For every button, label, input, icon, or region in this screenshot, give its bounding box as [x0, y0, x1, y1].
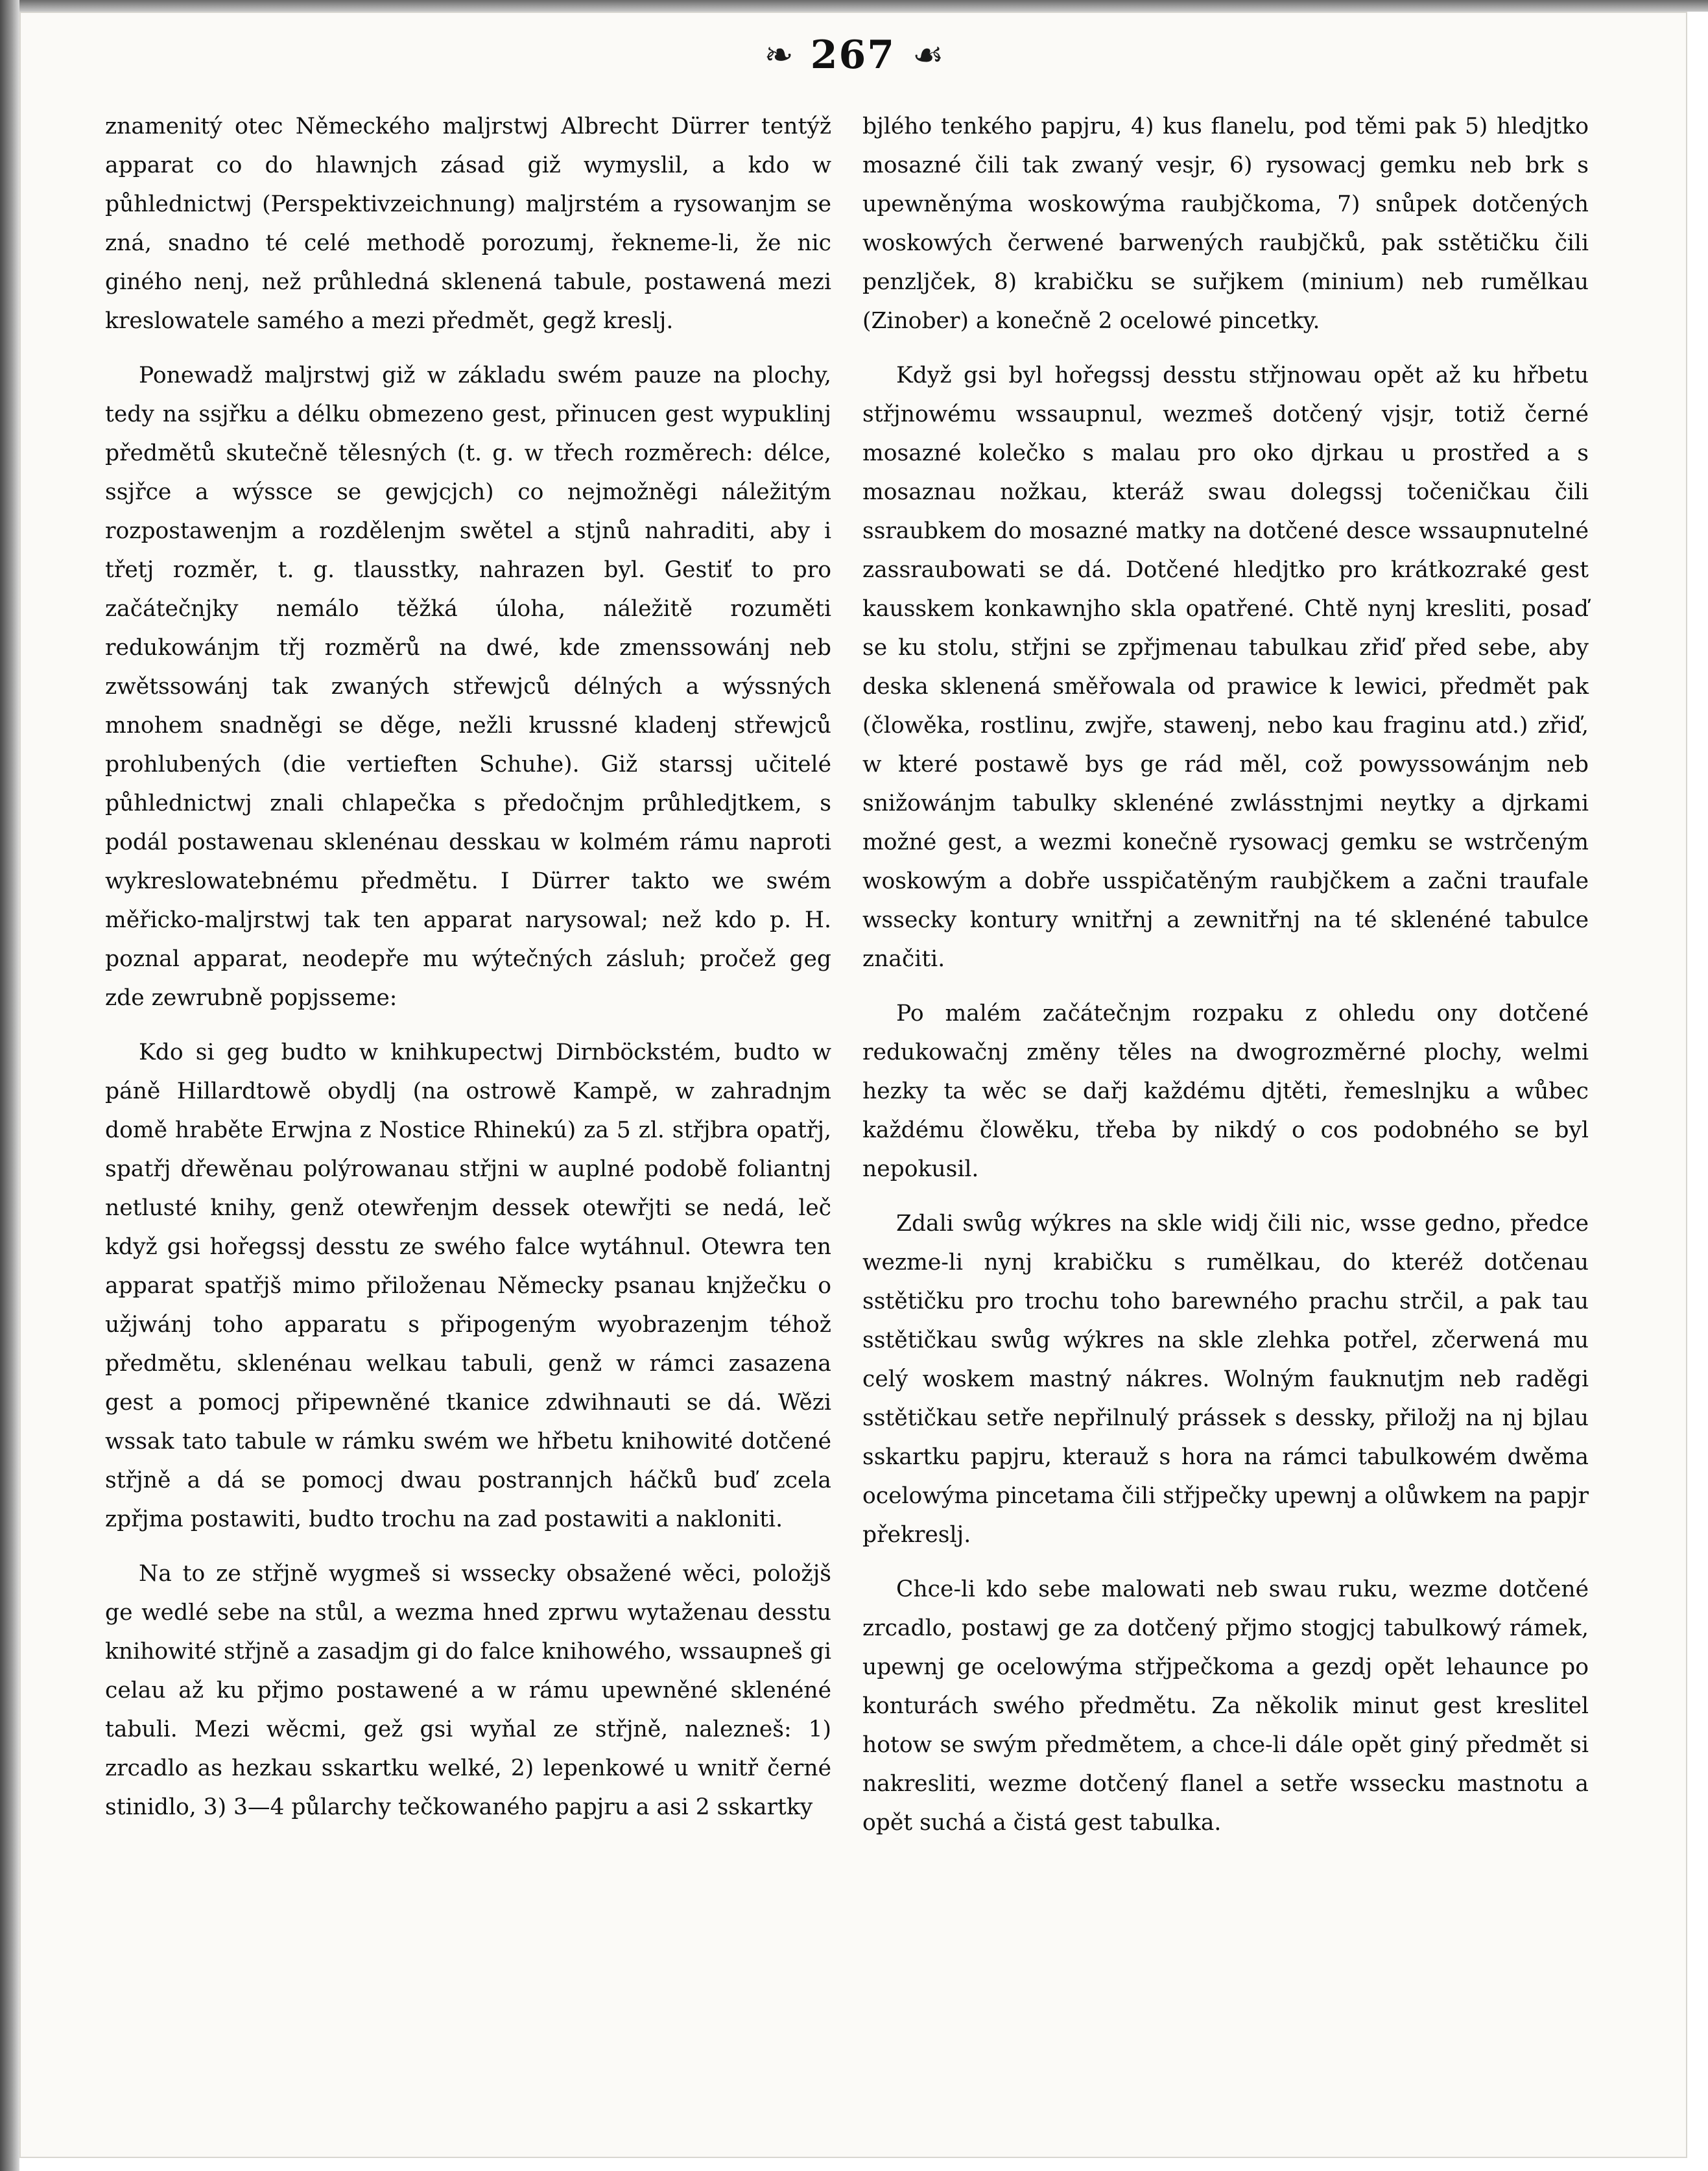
ornament-right-icon: ☙ [912, 34, 944, 75]
scan-edge-top [0, 0, 1708, 12]
right-paragraph-2: Když gsi byl hořegssj desstu střjnowau opět až ku hřbetu střjnowému wssaupnul, wezmeš dotčený vjsjr, totiž černé mosazné kolečko s malau pro oko djrkau u prostřed a s mosaznau nožkau, kteráž swau dolegssj točeničkau čili ssraubkem do mosazné matky na dotčené desce wssaupnutelné zassraubowati se dá. Dotčené hledjtko pro krátkozraké gest kausskem konkawnjho skla opatřené. Chtě nynj kresliti, posaď se ku stolu, střjni se zpřjmenau tabulkau zřiď před sebe, aby deska sklenená směřowala od prawice k lewici, předmět pak (člowěka, rostlinu, zwjře, stawenj, nebo kau fraginu atd.) zřiď, w které postawě bys ge rád měl, což powyssowánjm neb snižowánjm tabulky sklenéné zwlásstnjmi neytky a djrkami možné gest, a wezmi konečně rysowacj gemku se wstrčeným woskowým a dobře usspičatěným raubjčkem a začni traufale wssecky kontury wnitřnj a zewnitřnj na té sklenéné tabulce značiti. [862, 362, 1589, 972]
left-paragraph-2: Ponewadž maljrstwj giž w základu swém pauze na plochy, tedy na ssjřku a délku obmezeno gest, přinucen gest wypuklinj předmětů skutečně tělesných (t. g. w třech rozměrech: délce, ssjřce a wýssce se gewjcjch) co nejmožněgi náležitým rozpostawenjm a rozdělenjm swětel a stjnů nahraditi, aby i třetj rozměr, t. g. tlausstky, nahrazen byl. Gestiť to pro začátečnjky nemálo těžká úloha, náležitě rozuměti redukowánjm třj rozměrů na dwé, kde zmenssowánj neb zwětssowánj tak zwaných střewjců délných a wýssných mnohem snadněgi se děge, nežli krussné kladenj střewjců prohlubených (die vertieften Schuhe). Giž starssj učitelé půhlednictwj znali chlapečka s předočnjm průhledjtkem, s podál postawenau sklenénau desskau w kolmém rámu naproti wykreslowatebnému předmětu. I Dürrer takto we swém měřicko-maljrstwj tak ten apparat narysowal; než kdo p. H. poznal apparat, neodepře mu wýtečných zásluh; pročež geg zde zewrubně popjsseme: [105, 362, 831, 1011]
ornament-left-icon: ❧ [764, 34, 794, 75]
left-paragraph-4: Na to ze střjně wygmeš si wssecky obsažené wěci, položjš ge wedlé sebe na stůl, a wezma hned zprwu wytaženau desstu knihowité střjně a zasadjm gi do falce knihowého, wssaupneš gi celau až ku přjmo postawené a w rámu upewněné sklenéné tabuli. Mezi wěcmi, gež gsi wyňal ze střjně, nalezneš: 1) zrcadlo as hezkau sskartku welké, 2) lepenkowé u wnitř černé stinidlo, 3) 3—4 půlarchy tečkowaného papjru a asi 2 sskartky [105, 1561, 831, 1820]
right-paragraph-1: bjlého tenkého papjru, 4) kus flanelu, pod těmi pak 5) hledjtko mosazné čili tak zwaný vesjr, 6) rysowacj gemku neb brk s upewněnýma woskowýma raubjčkoma, 7) snůpek dotčených woskowých čerwené barwených raubjčků, pak sstětičku čili penzljček, 8) krabičku se suřjkem (minium) neb rumělkau (Zinober) a konečně 2 ocelowé pincetky. [862, 113, 1589, 334]
left-column [105, 107, 831, 1842]
page-number: 267 [810, 32, 896, 78]
right-column [862, 107, 1589, 1858]
left-paragraph-3: Kdo si geg budto w knihkupectwj Dirnböckstém, budto w páně Hillardtowě obydlj (na ostrowě Kampě, w zahradnjm domě hraběte Erwjna z Nostice Rhinekú) za 5 zl. střjbra opatřj, spatřj dřewěnau polýrowanau střjni w auplné podobě foliantnj netlusté knihy, genž otewřenjm dessek otewřjti se nedá, leč když gsi hořegssj desstu ze swého falce wytáhnul. Otewra ten apparat spatřjš mimo přiloženau Německy psanau knjžečku o užjwánj toho apparatu s připogeným wyobrazenjm téhož předmětu, sklenénau welkau tabuli, genž w rámci zasazena gest a pomocj připewněné tkanice zdwihnauti se dá. Wězi wssak tato tabule w rámku swém we hřbetu knihowité dotčené střjně a dá se pomocj dwau postrannjch háčků buď zcela zpřjma postawiti, budto trochu na zad postawiti a nakloniti. [105, 1039, 831, 1532]
right-paragraph-3: Po malém začátečnjm rozpaku z ohledu ony dotčené redukowačnj změny těles na dwogrozměrné plochy, welmi hezky ta wěc se dařj každému djtěti, řemeslnjku a wůbec každému člowěku, třeba by nikdý o cos podobného se byl nepokusil. [862, 1001, 1589, 1182]
left-paragraph-1: znamenitý otec Německého maljrstwj Albrecht Dürrer tentýž apparat co do hlawnjch zásad giž wymyslil, a kdo w půhlednictwj (Perspektivzeichnung) maljrstém a rysowanjm se zná, snadno té celé methodě porozumj, řekneme-li, že nic giného nenj, než průhledná sklenená tabule, postawená mezi kreslowatele samého a mezi předmět, gegž kreslj. [105, 113, 831, 334]
right-paragraph-5: Chce-li kdo sebe malowati neb swau ruku, wezme dotčené zrcadlo, postawj ge za dotčený přjmo stogjcj tabulkowý rámek, upewnj ge ocelowýma střjpečkoma a gezdj opět lehaunce po konturách swého předmětu. Za několik minut gest kreslitel hotow se swým předmětem, a chce-li dále opět giný předmět si nakresliti, wezme dotčený flanel a setře wssecku mastnotu a opět suchá a čistá gest tabulka. [862, 1576, 1589, 1836]
page-header [0, 26, 1708, 84]
right-paragraph-4: Zdali swůg wýkres na skle widj čili nic, wsse gedno, předce wezme-li nynj krabičku s rumělkau, do kteréž dotčenau sstětičku pro trochu toho barewného prachu strčil, a pak tau sstětičkau swůg wýkres na skle zlehka potřel, zčerwená mu celý woskem mastný nákres. Wolným fauknutjm neb raděgi sstětičkau setře nepřilnulý prássek s dessky, přiložj na nj bjlau sskartku papjru, kterauž s hora na rámci tabulkowém dwěma ocelowýma pincetama čili střjpečky upewnj a olůwkem na papjr překreslj. [862, 1211, 1589, 1548]
scan-edge-left [0, 0, 19, 2171]
